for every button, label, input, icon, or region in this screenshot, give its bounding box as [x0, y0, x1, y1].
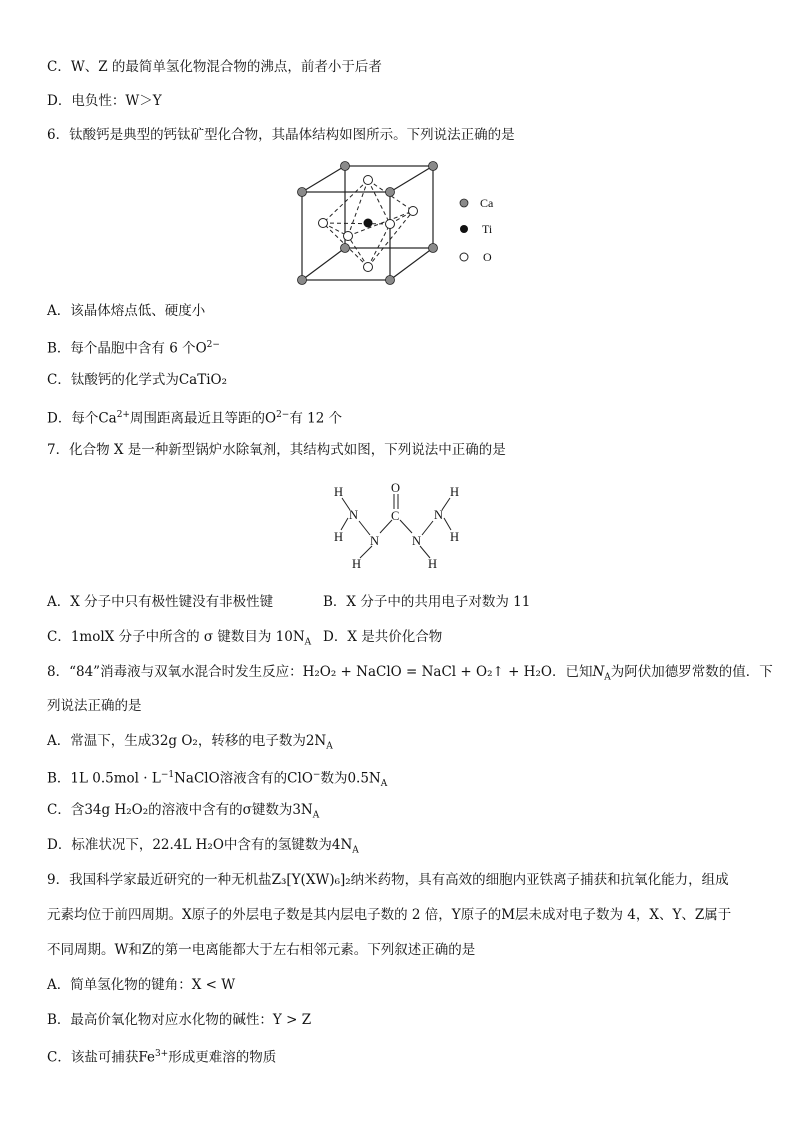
- q5-option-c: C．W、Z 的最简单氢化物混合物的沸点，前者小于后者: [47, 59, 382, 75]
- atom-n-right-lower: N: [412, 534, 422, 548]
- q8-option-d: D．标准状况下，22.4L H₂O中含有的氢键数为$4N_A$: [47, 837, 359, 856]
- crystal-legend: [460, 196, 494, 264]
- q9-stem-line2: 元素均位于前四周期。X原子的外层电子数是其内层电子数的 2 倍，Y原子的M层未成对电子数为 4，X、Y、Z属于: [47, 907, 732, 923]
- q9-option-c: C．该盐可捕获$Fe^{3+}$形成更难溶的物质: [47, 1049, 277, 1066]
- q6-option-a: A．该晶体熔点低、硬度小: [47, 303, 206, 319]
- legend-ti: Ti: [482, 222, 493, 236]
- crystal-structure-figure: [292, 158, 512, 290]
- q9-option-a: A．简单氢化物的键角：X < W: [47, 977, 236, 993]
- atom-h: H: [334, 530, 344, 544]
- q6-stem: 6．钛酸钙是典型的钙钛矿型化合物，其晶体结构如图所示。下列说法正确的是: [47, 127, 515, 143]
- q7-option-a: A．X 分子中只有极性键没有非极性键: [47, 594, 274, 610]
- atom-n-right-upper: N: [434, 508, 444, 522]
- atom-n-left-upper: N: [349, 508, 359, 522]
- q6-option-d: D．每个$Ca^{2+}$周围距离最近且等距的$O^{2-}$有 12 个: [47, 410, 343, 427]
- q8-stem: 8．“84”消毒液与双氧水混合时发生反应：H₂O₂ + NaClO = NaCl + O₂↑ + H₂O．已知$N_A$为阿伏加德罗常数的值．下: [47, 664, 773, 683]
- atom-h: H: [428, 557, 438, 571]
- atom-h: H: [352, 557, 362, 571]
- q8-stem-line2: 列说法正确的是: [47, 698, 142, 714]
- atom-h: H: [334, 485, 344, 499]
- q7-stem: 7．化合物 X 是一种新型锅炉水除氧剂，其结构式如图，下列说法中正确的是: [47, 442, 506, 458]
- q8-option-a: A．常温下，生成32g O₂，转移的电子数为$2N_A$: [47, 733, 333, 752]
- legend-o: O: [483, 250, 492, 264]
- q8-option-b: B．1L $0.5mol \cdot L^{-1}NaClO$溶液含有的ClO−数为$0.5N_A$: [47, 770, 388, 790]
- q7-option-b: B．X 分子中的共用电子对数为 11: [323, 594, 531, 610]
- atom-o: O: [391, 481, 401, 495]
- atom-c: C: [391, 509, 400, 523]
- atom-h: H: [450, 530, 460, 544]
- atom-n-left-lower: N: [370, 534, 380, 548]
- q6-option-b: B．每个晶胞中含有 6 个$O^{2-}$: [47, 340, 220, 357]
- q9-stem-line3: 不同周期。W和Z的第一电离能都大于左右相邻元素。下列叙述正确的是: [47, 942, 476, 958]
- q6-option-c: C．钛酸钙的化学式为CaTiO₂: [47, 372, 228, 388]
- legend-ca: Ca: [480, 196, 494, 210]
- q8-option-c: C．含34g H₂O₂的溶液中含有的σ键数为$3N_A$: [47, 802, 320, 821]
- q7-option-d: D．X 是共价化合物: [323, 629, 443, 645]
- q9-stem: 9．我国科学家最近研究的一种无机盐Z₃[Y(XW)₆]₂纳米药物，具有高效的细胞内亚铁离子捕获和抗氧化能力，组成: [47, 872, 729, 888]
- atom-h: H: [450, 485, 460, 499]
- molecule-structure-figure: [322, 476, 472, 574]
- q7-option-c: C．1molX 分子中所含的 σ 键数目为 $10N_A$: [47, 629, 312, 648]
- q5-option-d: D．电负性：W＞Y: [47, 93, 162, 109]
- q9-option-b: B．最高价氧化物对应水化物的碱性：Y > Z: [47, 1012, 312, 1028]
